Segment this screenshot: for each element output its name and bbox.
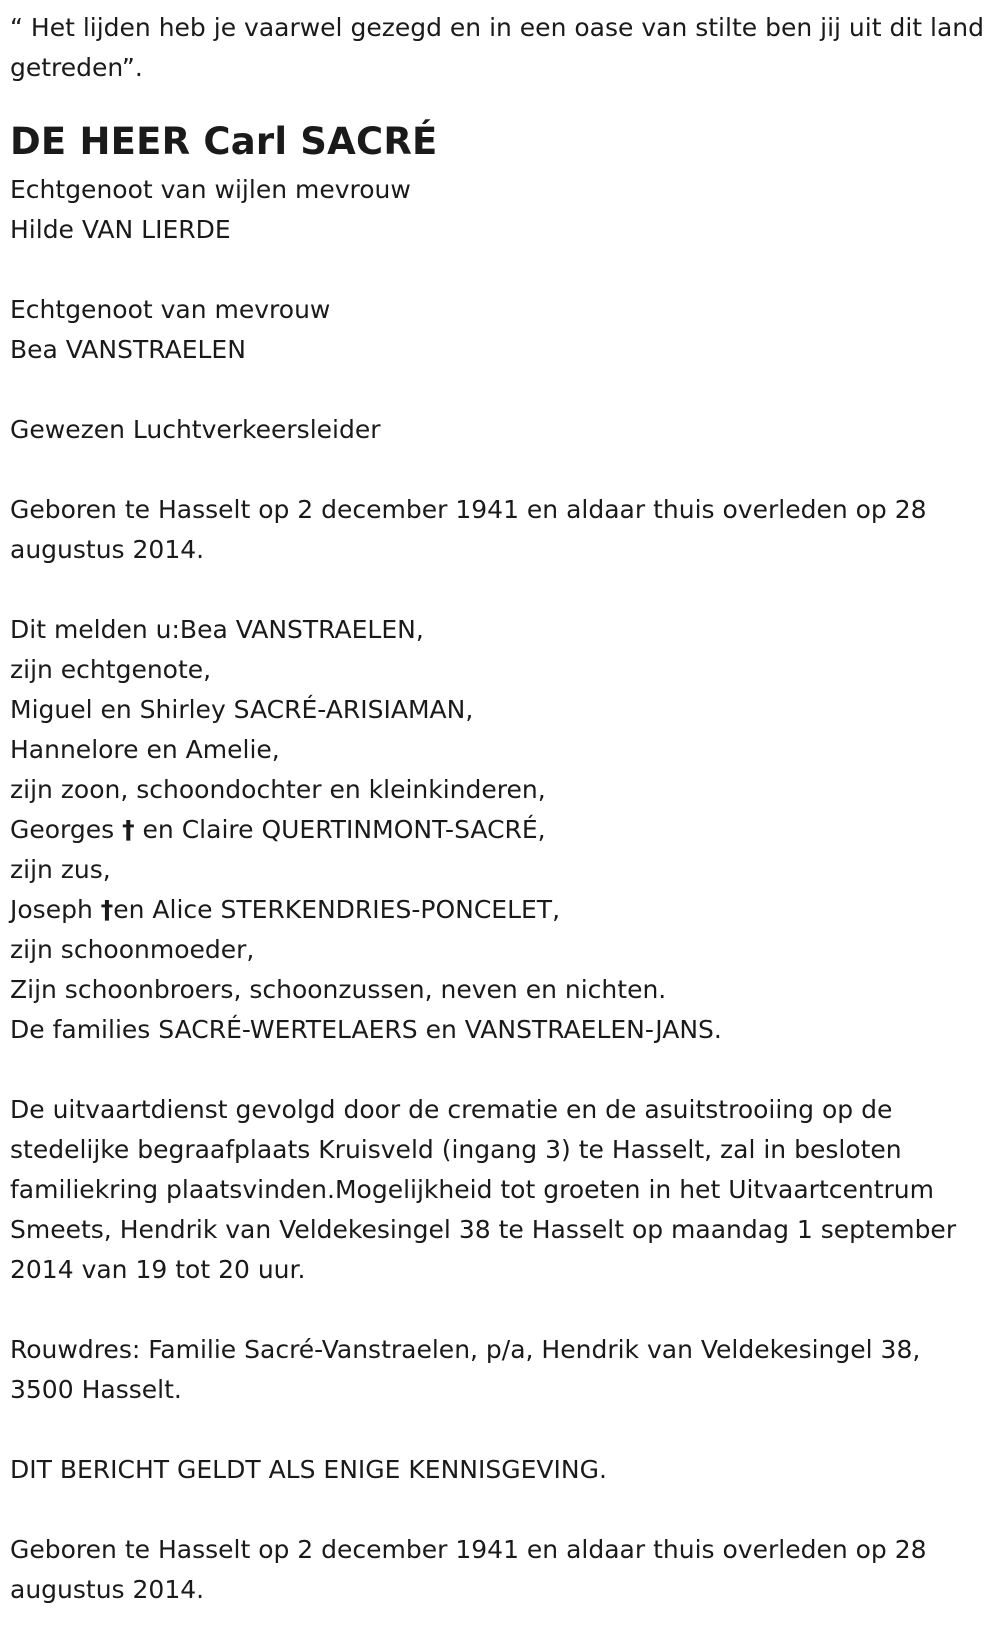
obituary-page	[10, 8, 990, 1610]
spacer	[10, 1410, 990, 1450]
family-line: Miguel en Shirley SACRÉ-ARISIAMAN,	[10, 695, 474, 724]
spouse-current-name: Bea VANSTRAELEN	[10, 335, 246, 364]
notice-text: DIT BERICHT GELDT ALS ENIGE KENNISGEVING.	[10, 1455, 607, 1484]
family-line	[10, 890, 990, 930]
family-line-part: en Alice STERKENDRIES-PONCELET,	[113, 895, 561, 924]
birth-death-repeat-text: Geboren te Hasselt op 2 december 1941 en aldaar thuis overleden op 28 augustus 2014.	[10, 1535, 927, 1604]
family-line-part: Georges	[10, 815, 123, 844]
cross-icon: †	[100, 895, 114, 924]
spouse-current-section	[10, 290, 990, 370]
family-announcement	[10, 610, 990, 1050]
family-line: Dit melden u:Bea VANSTRAELEN,	[10, 615, 424, 644]
spacer	[10, 1050, 990, 1090]
spouse-late-section	[10, 170, 990, 250]
family-line: zijn zoon, schoondochter en kleinkinderen,	[10, 775, 546, 804]
mourning-address-text: Rouwdres: Familie Sacré-Vanstraelen, p/a, Hendrik van Veldekesingel 38, 3500 Hasselt.	[10, 1335, 921, 1404]
spacer	[10, 1490, 990, 1530]
family-line: Hannelore en Amelie,	[10, 735, 280, 764]
family-line: zijn schoonmoeder,	[10, 935, 255, 964]
family-line: zijn echtgenote,	[10, 655, 212, 684]
spacer	[10, 250, 990, 290]
spouse-late-line1: Echtgenoot van wijlen mevrouw	[10, 175, 411, 204]
profession-text: Gewezen Luchtverkeersleider	[10, 415, 381, 444]
spacer	[10, 570, 990, 610]
spouse-current-line1: Echtgenoot van mevrouw	[10, 295, 331, 324]
family-line	[10, 810, 990, 850]
spacer	[10, 1290, 990, 1330]
family-line: Zijn schoonbroers, schoonzussen, neven en nichten.	[10, 975, 667, 1004]
family-line-part: en Claire QUERTINMONT-SACRÉ,	[134, 815, 546, 844]
spacer	[10, 450, 990, 490]
spacer	[10, 370, 990, 410]
family-line-part: Joseph	[10, 895, 101, 924]
funeral-service-text: De uitvaartdienst gevolgd door de crematie en de asuitstrooiing op de stedelijke begraafplaats Kruisveld (ingang 3) te Hasselt, zal in besloten familiekring plaatsvinden.Mogelijkheid tot groeten in het Uitvaartcentrum Smeets, Hendrik van Veldekesingel 38 te Hasselt op maandag 1 september 2014 van 19 tot 20 uur.	[10, 1095, 957, 1284]
family-line: De families SACRÉ-WERTELAERS en VANSTRAELEN-JANS.	[10, 1015, 722, 1044]
family-line: zijn zus,	[10, 855, 111, 884]
birth-death-text: Geboren te Hasselt op 2 december 1941 en aldaar thuis overleden op 28 augustus 2014.	[10, 495, 927, 564]
deceased-name-heading: DE HEER Carl SACRÉ	[10, 120, 438, 163]
spouse-late-name: Hilde VAN LIERDE	[10, 215, 231, 244]
opening-quote: “ Het lijden heb je vaarwel gezegd en in een oase van stilte ben jij uit dit land getreden”.	[10, 13, 984, 82]
cross-icon: †	[122, 815, 135, 844]
